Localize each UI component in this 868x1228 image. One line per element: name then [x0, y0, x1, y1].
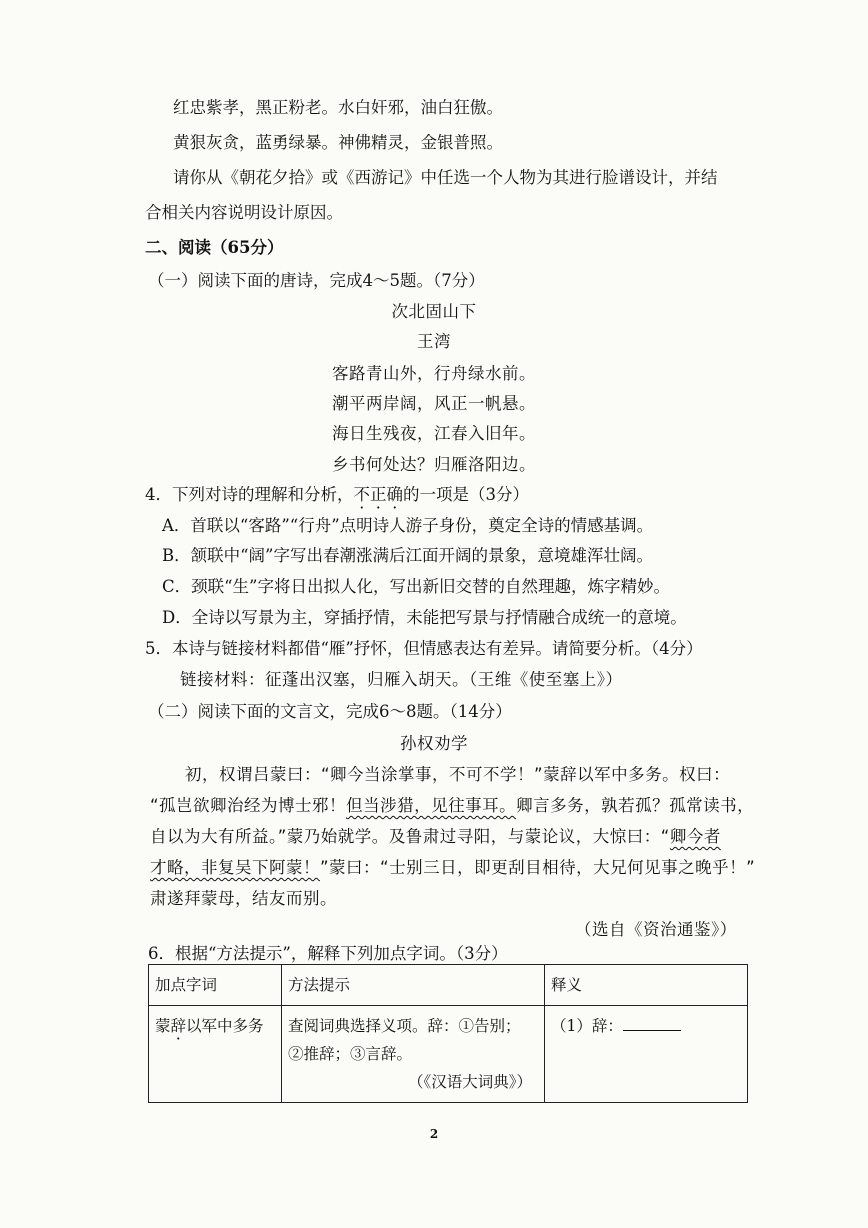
poem-line-1: 客路青山外，行舟绿水前。 [332, 364, 536, 383]
method-line-1: 查阅词典选择义项。辞：①告别； [288, 1017, 521, 1035]
table-row [149, 1006, 748, 1103]
opera-rhyme-line-2: 黄狠灰贪，蓝勇绿暴。神佛精灵，金银普照。 [173, 133, 503, 152]
header-meaning: 释义 [545, 965, 748, 1006]
word-suffix: 以军中多务 [186, 1017, 264, 1035]
prose-source: （选自《资治通鉴》） [575, 920, 737, 939]
cell-word [149, 1006, 282, 1103]
prose-line-4-b: ”蒙曰：“士别三日，即更刮目相待，大兄何见事之晚乎！” [320, 858, 756, 877]
answer-label: （1）辞： [551, 1017, 623, 1035]
underlined-sentence-1: 但当涉猎，见往事耳。 [346, 796, 517, 815]
table-header-row [149, 965, 748, 1006]
method-source: （《汉语大词典》） [407, 1073, 532, 1091]
prose-line-1: 初，权谓吕蒙曰：“卿今当涂掌事，不可不学！”蒙辞以军中多务。权曰： [185, 765, 731, 784]
question-4-stem-start: 4．下列对诗的理解和分析， [145, 485, 354, 504]
emphasis-char-2: 正 [370, 485, 387, 504]
question-6-stem: 6．根据“方法提示”，解释下列加点字词。（3分） [148, 944, 508, 963]
task-text-line-2: 合相关内容说明设计原因。 [145, 203, 343, 222]
underlined-sentence-2-end: 才略，非复吴下阿蒙！ [150, 858, 320, 877]
cell-answer [545, 1006, 748, 1103]
question-4-stem [145, 485, 529, 505]
page-number: 2 [429, 1127, 439, 1141]
poem-line-4: 乡书何处达？归雁洛阳边。 [332, 455, 536, 474]
header-word: 加点字词 [149, 965, 282, 1006]
cell-method [282, 1006, 545, 1103]
vocab-table [148, 964, 748, 1103]
prose-line-5: 肃遂拜蒙母，结友而别。 [150, 889, 337, 908]
header-method: 方法提示 [282, 965, 545, 1006]
poem-line-3: 海日生残夜，江春入旧年。 [332, 424, 536, 443]
poem-title: 次北固山下 [391, 302, 477, 321]
poem-author: 王湾 [417, 332, 451, 351]
emphasis-char-3: 确 [386, 485, 403, 504]
underlined-sentence-2-start: 卿今者 [669, 827, 721, 846]
prose-line-2-b: 卿言多务，孰若孤？孤常读书， [516, 796, 755, 815]
method-line-2: ②推辞；③言辞。 [288, 1045, 413, 1063]
prose-title: 孙权劝学 [400, 734, 468, 753]
prose-line-3 [150, 827, 721, 847]
prose-line-2 [150, 796, 754, 816]
question-4-option-c: C．颈联“生”字将日出拟人化，写出新旧交替的自然理趣，炼字精妙。 [162, 577, 670, 596]
prose-line-3-a: 自以为大有所益。”蒙乃始就学。及鲁肃过寻阳，与蒙论议，大惊曰：“ [150, 827, 670, 846]
task-text-line-1: 请你从《朝花夕拾》或《西游记》中任选一个人物为其进行脸谱设计，并结 [173, 168, 718, 187]
section-heading-reading: 二、阅读（65分） [145, 238, 284, 257]
poem-line-2: 潮平两岸阔，风正一帆悬。 [332, 394, 536, 413]
emphasis-char-1: 不 [353, 485, 370, 504]
answer-blank[interactable] [623, 1012, 681, 1031]
part1-intro: （一）阅读下面的唐诗，完成4～5题。（7分） [148, 271, 485, 290]
question-4-option-a: A．首联以“客路”“行舟”点明诗人游子身份，奠定全诗的情感基调。 [162, 516, 654, 535]
part2-intro: （二）阅读下面的文言文，完成6～8题。（14分） [148, 702, 512, 721]
question-5-link-material: 链接材料：征蓬出汉塞，归雁入胡天。（王维《使至塞上》） [180, 670, 623, 689]
opera-rhyme-line-1: 红忠紫孝，黑正粉老。水白奸邪，油白狂傲。 [173, 98, 503, 117]
dotted-char-ci: 辞 [170, 1017, 187, 1035]
question-4-option-d: D．全诗以写景为主，穿插抒情，未能把写景与抒情融合成统一的意境。 [162, 608, 687, 627]
question-5-stem: 5．本诗与链接材料都借“雁”抒怀，但情感表达有差异。请简要分析。（4分） [145, 639, 703, 658]
question-4-option-b: B．颔联中“阔”字写出春潮涨满后江面开阔的景象，意境雄浑壮阔。 [162, 546, 653, 565]
prose-line-2-a: “孤岂欲卿治经为博士邪！ [150, 796, 347, 815]
word-prefix: 蒙 [155, 1017, 171, 1035]
prose-line-4 [150, 858, 755, 878]
question-4-stem-end: 的一项是（3分） [403, 485, 529, 504]
